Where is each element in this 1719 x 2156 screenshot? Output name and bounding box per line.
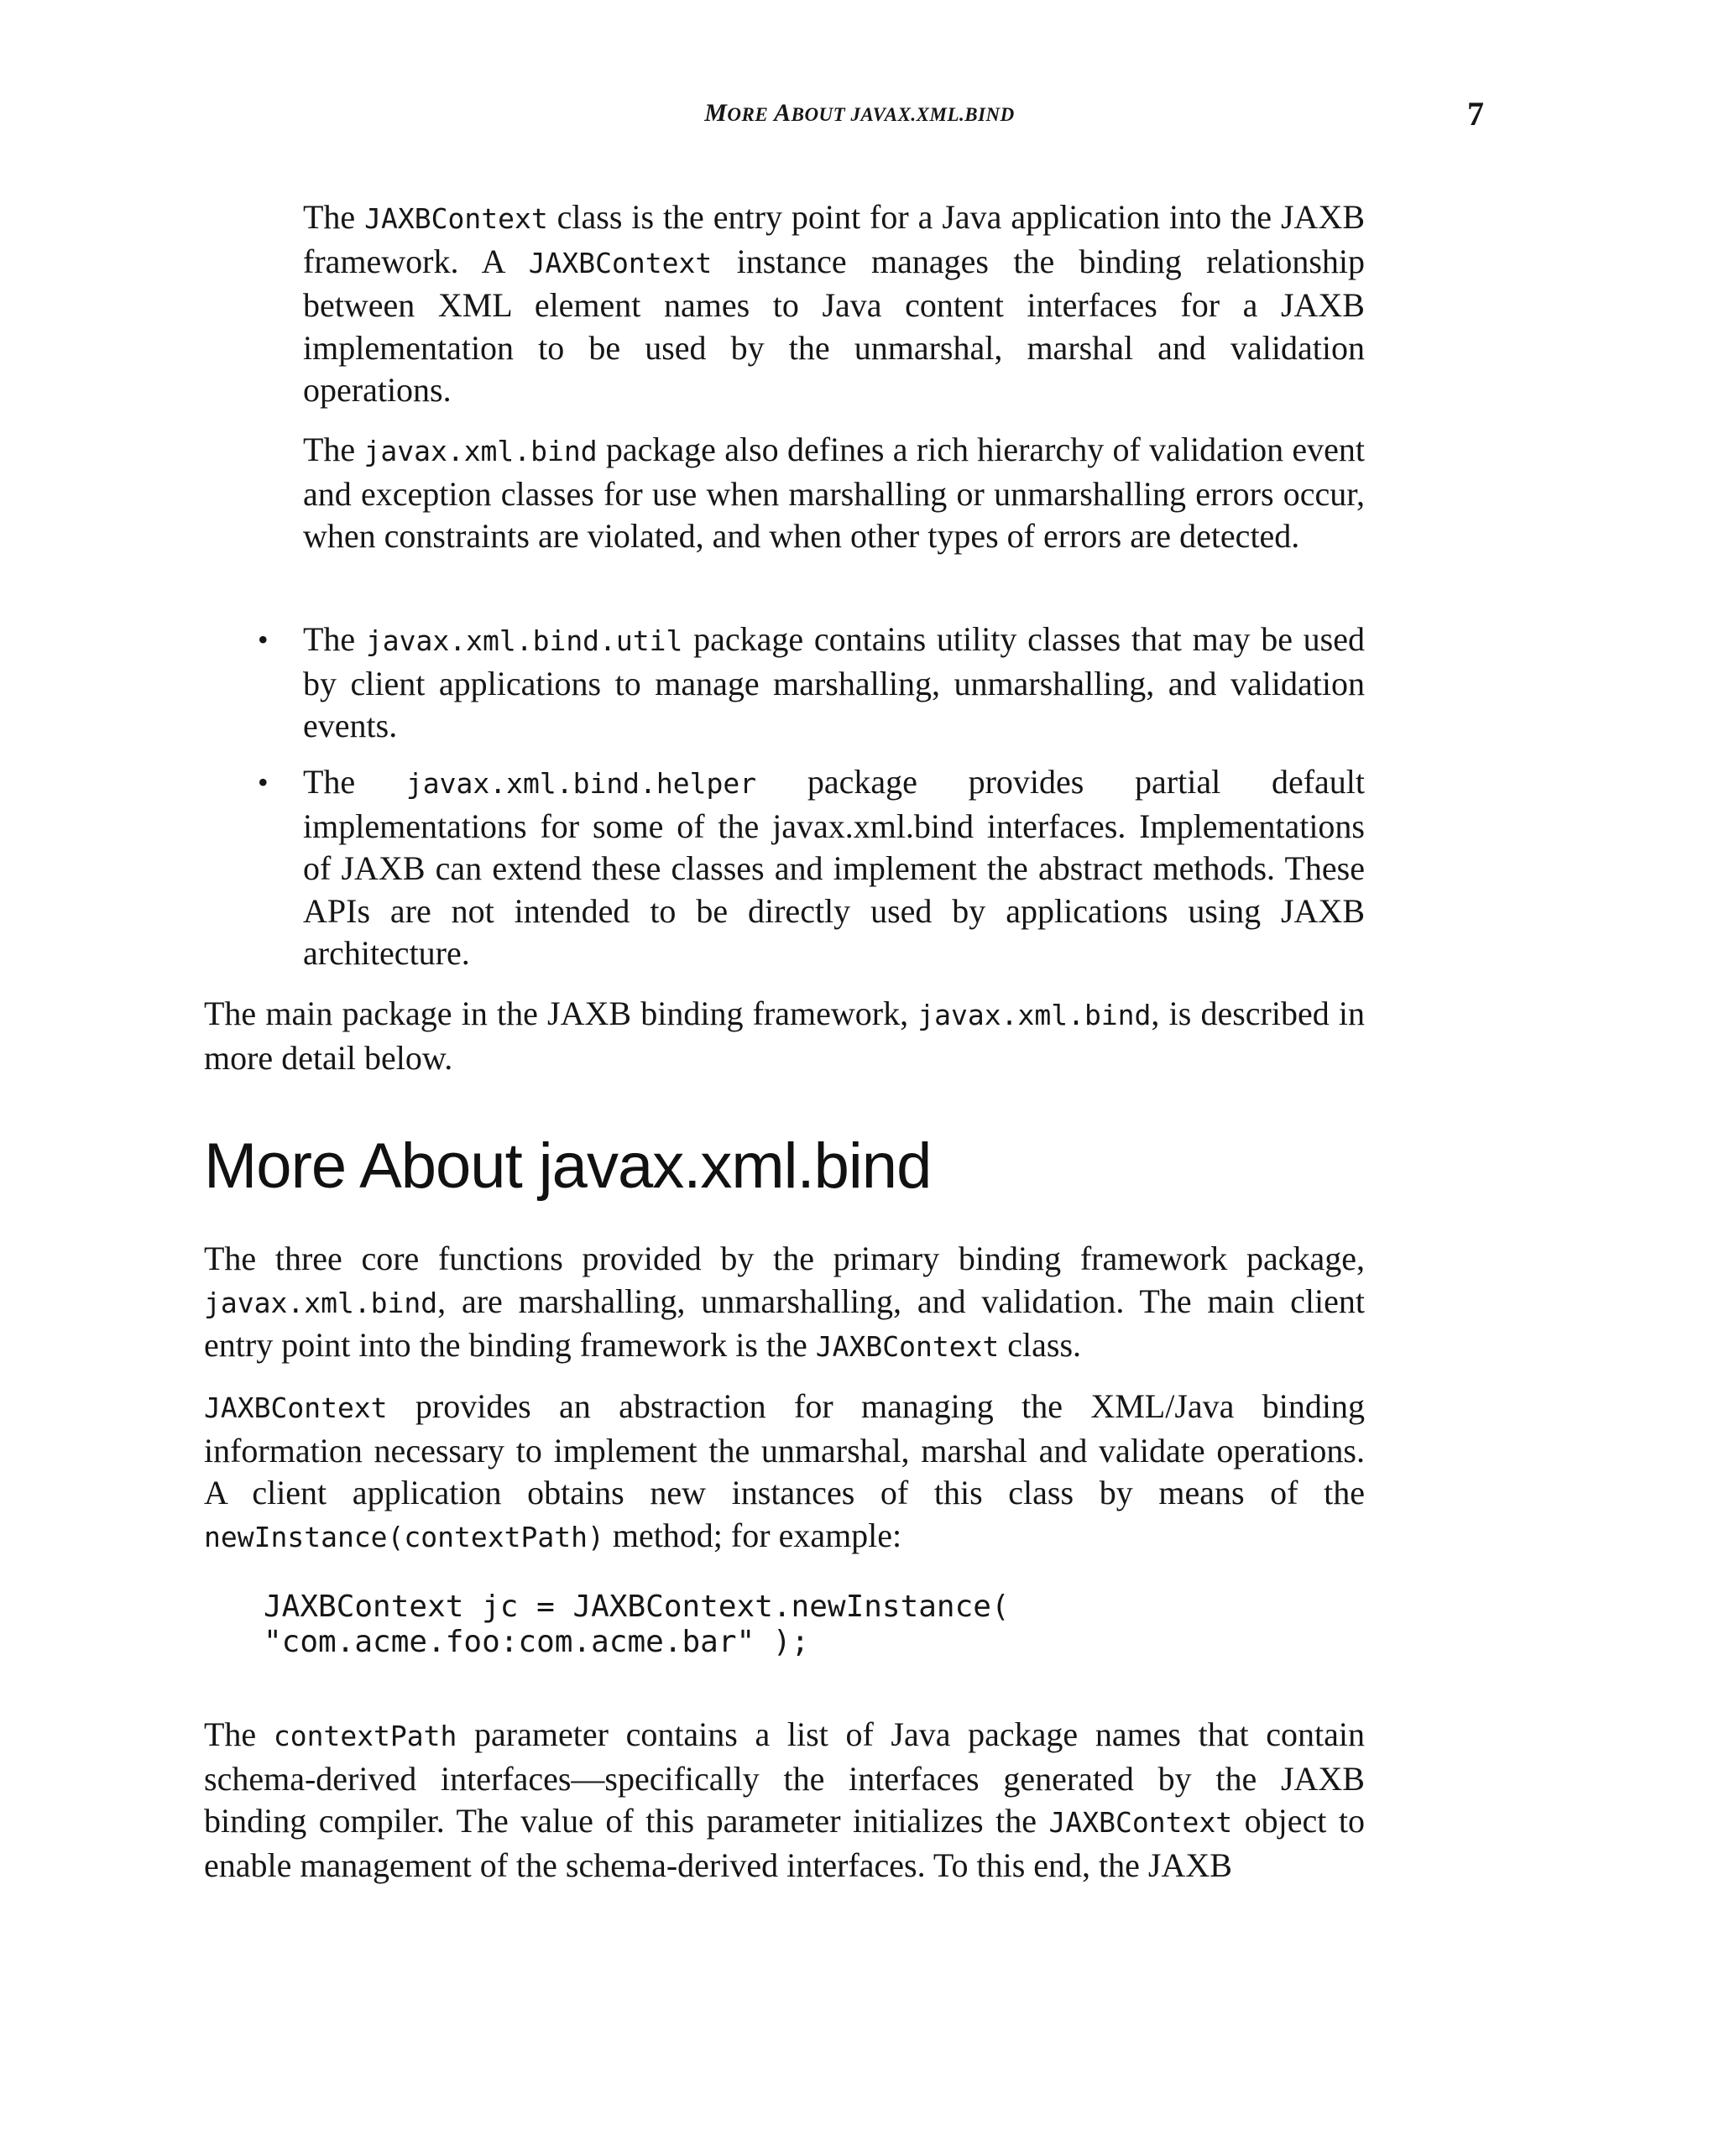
page-number: 7 bbox=[1467, 95, 1484, 133]
paragraph-contextpath: The contextPath parameter contains a list of Java package names that contain schema-derived interfaces—specifically the interfaces generated by the JAXB binding compiler. The value of this parameter initializes the JAXBContext object to enable management of the schema-derived interfaces. To this end, the JAXB bbox=[204, 1715, 1366, 1884]
rh-sc-bout: BOUT JAVAX.XML.BIND bbox=[791, 104, 1015, 125]
rh-sc-ore: ORE bbox=[727, 104, 769, 125]
paragraph-jaxbcontext-abstraction: JAXBContext provides an abstraction for managing the XML/Java binding information necessary to implement the unmarshal, marshal and validate operations. A client application obtains new instances of this class by means of the newInstance(contextPath) method; for example: bbox=[204, 1387, 1365, 1554]
inline-code: JAXBContext bbox=[204, 1391, 388, 1424]
inline-code: javax.xml.bind.util bbox=[365, 624, 683, 657]
list-item: • The javax.xml.bind.helper package provides partial default implementations for some of the javax.xml.bind interfaces. Implementations of JAXB can extend these classes and implement the abstract methods. These APIs are not intended to be directly used by applications using JAXB architecture. bbox=[258, 763, 1365, 972]
bullet-icon: • bbox=[258, 765, 269, 799]
paragraph-main-package: The main package in the JAXB binding framework, javax.xml.bind, is described in more detail below. bbox=[204, 994, 1365, 1077]
running-head-title bbox=[0, 99, 1719, 128]
paragraph-jaxbcontext-intro: The JAXBContext class is the entry point for a Java application into the JAXB framework. A JAXBContext instance manages the binding relationship between XML element names to Java content interfaces for a JAXB implementation to be used by the unmarshal, marshal and validation operations. bbox=[303, 198, 1366, 409]
list-item: • The javax.xml.bind.util package contains utility classes that may be used by client applications to manage marshalling, unmarshalling, and validation events. bbox=[258, 620, 1365, 744]
paragraph-validation-hierarchy: The javax.xml.bind package also defines a rich hierarchy of validation event and exception classes for use when marshalling or unmarshalling errors occur, when constraints are violated, and when other types of errors are detected. bbox=[303, 431, 1366, 555]
inline-code: javax.xml.bind.helper bbox=[405, 767, 757, 800]
paragraph-core-functions: The three core functions provided by the primary binding framework package, javax.xml.bind, are marshalling, unmarshalling, and validation. The main client entry point into the binding framework is the JAXBContext class. bbox=[204, 1240, 1365, 1364]
section-heading: More About javax.xml.bind bbox=[204, 1130, 932, 1202]
inline-code: JAXBContext bbox=[528, 246, 713, 279]
rh-cap-m: M bbox=[704, 99, 728, 127]
bullet-icon: • bbox=[258, 623, 269, 656]
inline-code: javax.xml.bind bbox=[363, 435, 598, 467]
inline-code: javax.xml.bind bbox=[917, 999, 1152, 1031]
code-example bbox=[264, 1590, 1010, 1660]
inline-code: contextPath bbox=[273, 1720, 457, 1752]
inline-code: JAXBContext bbox=[364, 202, 548, 235]
inline-code: JAXBContext bbox=[815, 1330, 1000, 1363]
inline-code: newInstance(contextPath) bbox=[204, 1520, 604, 1553]
code-line: JAXBContext jc = JAXBContext.newInstance( bbox=[264, 1590, 1010, 1624]
running-head bbox=[0, 95, 1719, 141]
inline-code: javax.xml.bind bbox=[204, 1286, 438, 1319]
code-line: "com.acme.foo:com.acme.bar" ); bbox=[264, 1625, 810, 1659]
rh-cap-a: A bbox=[774, 99, 792, 127]
inline-code: JAXBContext bbox=[1048, 1806, 1233, 1839]
